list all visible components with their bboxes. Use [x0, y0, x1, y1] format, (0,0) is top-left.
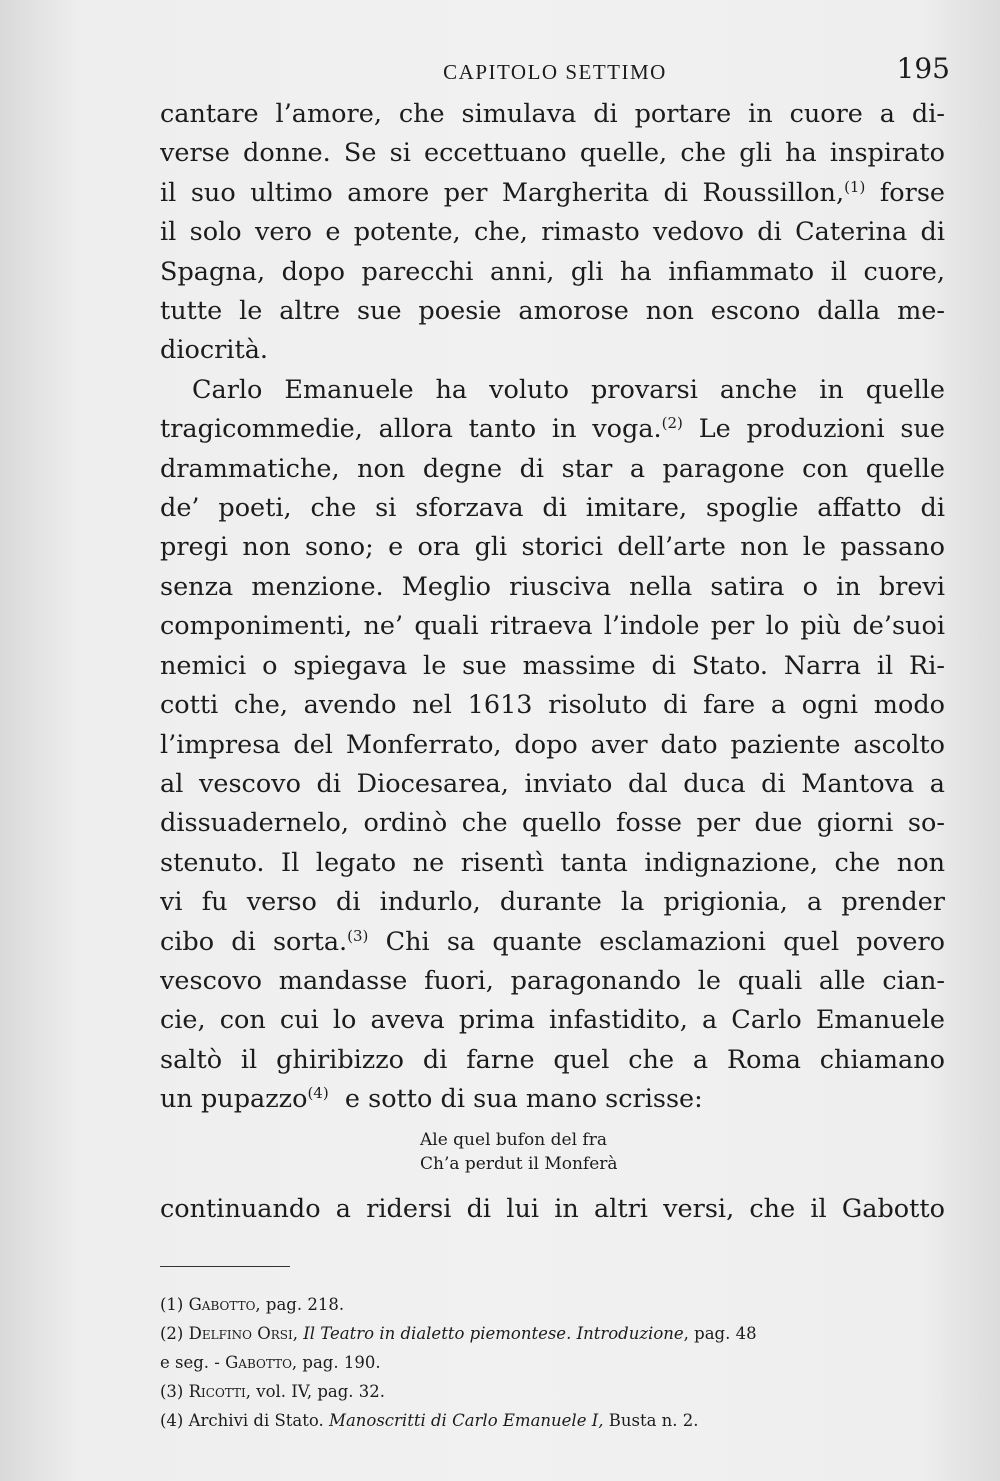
text-line: vescovo mandasse fuori, paragonando le quali alle cian-	[160, 965, 945, 996]
text-line: l’impresa del Monferrato, dopo aver dato paziente ascolto	[160, 729, 945, 760]
footnote-ref[interactable]: (3)	[347, 926, 369, 945]
text-line: continuando a ridersi di lui in altri versi, che il Gabotto	[160, 1194, 945, 1224]
text-line: senza menzione. Meglio riusciva nella satira o in brevi	[160, 571, 945, 602]
footnote-1: (1) Gabotto, pag. 218.	[160, 1295, 345, 1314]
text-line: un pupazzo$^{(4)}$ e sotto di sua mano scrisse:	[160, 1084, 703, 1115]
verse-line: Ch’a perdut il Monferà	[420, 1154, 618, 1174]
text-line: cibo di sorta.$^{(3)}$ Chi sa quante esclamazioni quel povero	[160, 926, 945, 957]
text-line: saltò il ghiribizzo di farne quel che a Roma chiamano	[160, 1044, 945, 1075]
footnote-2: (2) Delfino Orsi, Il Teatro in dialetto piemontese. Introduzione, pag. 48	[160, 1324, 757, 1343]
text-line: Carlo Emanuele ha voluto provarsi anche in quelle	[192, 374, 945, 405]
text-line: componimenti, ne’ quali ritraeva l’indole per lo più de’suoi	[160, 611, 945, 642]
footnote-ref[interactable]: (4)	[307, 1084, 329, 1103]
text-line: drammatiche, non degne di star a paragone con quelle	[160, 453, 945, 484]
text-line: al vescovo di Diocesarea, inviato dal duca di Mantova a	[160, 768, 945, 799]
text-line: pregi non sono; e ora gli storici dell’arte non le passano	[160, 532, 945, 563]
verse-line: Ale quel bufon del fra	[420, 1130, 607, 1150]
text-line: dissuadernelo, ordinò che quello fosse per due giorni so-	[160, 808, 945, 839]
verse-quote	[420, 1128, 618, 1176]
body-text	[160, 95, 945, 1120]
text-line: diocrità.	[160, 335, 269, 366]
text-line: nemici o spiegava le sue massime di Stato. Narra il Ri-	[160, 650, 945, 681]
text-line: cotti che, avendo nel 1613 risoluto di fare a ogni modo	[160, 690, 945, 721]
text-line: tragicommedie, allora tanto in voga.$^{(2)}$ Le produzioni sue	[160, 414, 945, 445]
text-line: tutte le altre sue poesie amorose non escono dalla me-	[160, 296, 945, 327]
text-line: Spagna, dopo parecchi anni, gli ha infiammato il cuore,	[160, 256, 945, 287]
text-line: il suo ultimo amore per Margherita di Roussillon,$^{(1)}$ forse	[160, 177, 945, 208]
footnote-3: (3) Ricotti, vol. IV, pag. 32.	[160, 1382, 386, 1401]
footnotes	[160, 1290, 945, 1435]
footnote-divider	[160, 1266, 290, 1267]
footnote-ref[interactable]: (1)	[844, 177, 866, 196]
footnote-2-continuation: e seg. - Gabotto, pag. 190.	[160, 1353, 381, 1372]
text-line: cie, con cui lo aveva prima infastidito, a Carlo Emanuele	[160, 1005, 945, 1036]
text-line: stenuto. Il legato ne risentì tanta indignazione, che non	[160, 847, 945, 878]
page-header	[160, 52, 950, 92]
page-number: 195	[896, 52, 950, 85]
text-line: de’ poeti, che si sforzava di imitare, spoglie affatto di	[160, 493, 945, 524]
footnote-ref[interactable]: (2)	[661, 414, 683, 433]
text-line: il solo vero e potente, che, rimasto vedovo di Caterina di	[160, 217, 945, 248]
text-line: vi fu verso di indurlo, durante la prigionia, a prender	[160, 887, 945, 918]
text-line: cantare l’amore, che simulava di portare in cuore a di-	[160, 99, 945, 129]
text-line: verse donne. Se si eccettuano quelle, che gli ha inspirato	[160, 138, 945, 169]
footnote-4: (4) Archivi di Stato. Manoscritti di Carlo Emanuele I, Busta n. 2.	[160, 1411, 699, 1430]
running-head: CAPITOLO SETTIMO	[443, 60, 667, 84]
